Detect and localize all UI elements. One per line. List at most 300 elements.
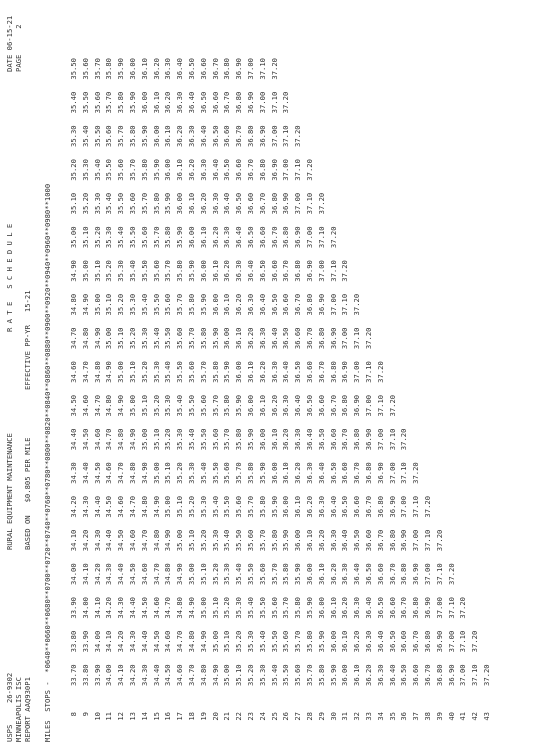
rate-cell: 36.60 (364, 529, 373, 552)
miles-cell: 41 (458, 712, 468, 721)
rate-cell: 35.90 (128, 91, 137, 114)
rate-cell: 36.30 (269, 361, 279, 383)
rate-cell: 36.90 (234, 57, 244, 80)
rate-cell: 34.90 (175, 563, 185, 585)
rate-cell: 37.10 (446, 596, 456, 619)
rate-cell: 35.30 (128, 293, 137, 316)
rate-cells (105, 46, 112, 686)
rate-cell: 36.70 (352, 462, 362, 484)
rate-cell: 35.50 (234, 529, 244, 552)
rate-cell: 34.80 (151, 529, 161, 552)
rate-cell: 36.90 (399, 529, 409, 552)
rate-cell: 36.90 (305, 260, 314, 282)
rate-cell: 36.00 (175, 192, 185, 215)
rate-cell: 35.00 (151, 462, 161, 484)
rate-cell: 35.60 (269, 596, 279, 619)
rate-cell: 34.80 (116, 428, 126, 451)
rate-cell: 36.10 (305, 529, 314, 552)
rate-cell: 35.60 (104, 125, 114, 147)
miles-cell: 28 (305, 712, 314, 721)
rate-cell: 36.50 (305, 394, 314, 417)
header-report-id: REPORT AAQ930P1 (23, 677, 32, 742)
rate-cell: 35.50 (175, 361, 185, 383)
rate-cell: 34.30 (128, 630, 137, 653)
rate-cell: 36.50 (375, 596, 385, 619)
rate-cell: 36.40 (246, 260, 255, 282)
rate-cell: 35.00 (210, 630, 220, 653)
rate-cell: 37.10 (375, 394, 385, 417)
rate-cells (459, 585, 466, 686)
rate-cell: 36.20 (163, 91, 173, 114)
rate-cell: 36.20 (328, 563, 338, 585)
miles-cell: 17 (175, 712, 185, 721)
rate-cell: 36.20 (151, 57, 161, 80)
rate-cell: 36.70 (328, 394, 338, 417)
rate-cell: 36.30 (257, 327, 267, 350)
rate-cell: 36.70 (210, 57, 220, 80)
rate-cell: 36.70 (293, 293, 303, 316)
rate-cell: 35.70 (187, 327, 196, 350)
rate-cell: 36.80 (257, 159, 267, 181)
miles-cell: 20 (210, 712, 220, 721)
rate-cell: 37.20 (411, 462, 421, 484)
rate-cell: 37.10 (305, 192, 314, 215)
rate-cell: 35.30 (234, 596, 244, 619)
rate-cell: 34.70 (163, 596, 173, 619)
rate-cell: 36.40 (281, 361, 291, 383)
rate-cell: 37.00 (387, 462, 397, 484)
rate-cell: 36.60 (222, 125, 232, 147)
rate-cell: 36.20 (340, 596, 350, 619)
rate-cell: 35.90 (293, 563, 303, 585)
rate-cell: 36.40 (175, 57, 185, 80)
rate-cell: 34.70 (187, 664, 196, 686)
rate-cell: 35.90 (246, 428, 255, 451)
rate-cell: 36.00 (257, 428, 267, 451)
rate-cell: 36.20 (210, 226, 220, 249)
rate-cell: 37.00 (340, 327, 350, 350)
rate-cell: 34.90 (187, 596, 196, 619)
rate-cells (400, 417, 407, 687)
rate-cell: 34.10 (116, 664, 126, 686)
rate-cell: 35.80 (210, 361, 220, 383)
rate-cell: 34.70 (116, 462, 126, 484)
rate-cell: 36.30 (281, 394, 291, 417)
rate-cell: 35.30 (151, 361, 161, 383)
rate-cell: 34.70 (175, 630, 185, 653)
rate-cell: 35.20 (187, 495, 196, 518)
rate-cell: 35.70 (139, 192, 149, 215)
rate-cell: 35.10 (198, 563, 208, 585)
miles-cell: 33 (364, 712, 373, 721)
rate-cell: 35.50 (80, 91, 90, 114)
rate-cell: 36.10 (281, 462, 291, 484)
rate-cell: 36.90 (423, 596, 432, 619)
rate-cell: 36.60 (340, 462, 350, 484)
rate-cell: 35.30 (139, 327, 149, 350)
miles-cell: 26 (281, 712, 291, 721)
rate-cell: 35.60 (80, 57, 90, 80)
rate-cell: 37.10 (423, 529, 432, 552)
rate-cell: 36.60 (257, 226, 267, 249)
rate-cell: 35.20 (198, 529, 208, 552)
rate-cell: 34.80 (69, 293, 78, 316)
rate-cell: 36.60 (293, 327, 303, 350)
rate-cell: 34.80 (80, 327, 90, 350)
rate-cell: 36.50 (281, 327, 291, 350)
rate-cell: 34.60 (104, 462, 114, 484)
rate-cells (271, 46, 278, 686)
rate-cell: 33.80 (80, 664, 90, 686)
rate-cell: 35.60 (163, 293, 173, 316)
rate-cell: 34.40 (151, 664, 161, 686)
rate-cell: 34.50 (128, 563, 137, 585)
rate-cell: 34.60 (128, 529, 137, 552)
rate-cell: 36.90 (246, 91, 255, 114)
rate-cell: 35.20 (92, 226, 102, 249)
rate-cell: 34.60 (69, 361, 78, 383)
rate-cell: 35.50 (246, 563, 255, 585)
rate-cell: 34.20 (128, 664, 137, 686)
rate-cell: 36.10 (175, 159, 185, 181)
miles-cell: 36 (399, 712, 409, 721)
rate-cells (412, 450, 419, 686)
rate-cell: 34.40 (92, 495, 102, 518)
rate-cell: 36.40 (198, 125, 208, 147)
rate-cell: 35.00 (80, 260, 90, 282)
rate-cell: 35.50 (210, 462, 220, 484)
miles-cell: 39 (434, 712, 444, 721)
rate-cell: 36.60 (387, 596, 397, 619)
rate-cell: 35.80 (139, 159, 149, 181)
rate-cell: 36.80 (399, 563, 409, 585)
rate-cell: 35.70 (151, 226, 161, 249)
rate-cell: 37.00 (458, 664, 468, 686)
rate-cell: 34.90 (139, 462, 149, 484)
rate-cell: 35.80 (246, 462, 255, 484)
rate-cells (164, 46, 171, 686)
rate-cell: 36.30 (364, 630, 373, 653)
rate-cell: 36.30 (187, 125, 196, 147)
rate-cell: 36.60 (305, 361, 314, 383)
rate-cells (448, 551, 455, 686)
miles-cell: 8 (69, 712, 78, 717)
rate-cell: 35.60 (234, 495, 244, 518)
rate-cell: 36.50 (222, 159, 232, 181)
rate-cell: 37.00 (269, 125, 279, 147)
rate-cells (129, 46, 136, 686)
rate-cell: 36.80 (269, 192, 279, 215)
rate-cell: 35.30 (257, 664, 267, 686)
rate-cell: 36.30 (210, 192, 220, 215)
rate-cell: 36.90 (434, 630, 444, 653)
rate-cell: 34.00 (69, 563, 78, 585)
rate-cell: 34.50 (92, 462, 102, 484)
rate-cell: 36.20 (281, 428, 291, 451)
rate-cell: 36.90 (375, 462, 385, 484)
miles-cell: 19 (198, 712, 208, 721)
rate-cell: 35.70 (305, 664, 314, 686)
rate-cell: 37.20 (470, 630, 480, 653)
rate-cell: 37.20 (340, 260, 350, 282)
rate-cell: 34.90 (104, 361, 114, 383)
rate-cell: 35.50 (187, 394, 196, 417)
rate-cell: 33.90 (69, 596, 78, 619)
rate-cell: 36.80 (316, 327, 326, 350)
rate-cell: 35.20 (234, 630, 244, 653)
miles-cell: 14 (139, 712, 149, 721)
rate-cells (306, 147, 313, 686)
rate-cell: 35.20 (104, 260, 114, 282)
rate-cell: 34.50 (116, 529, 126, 552)
rate-cell: 36.00 (234, 361, 244, 383)
rate-cell: 35.50 (222, 495, 232, 518)
rate-cell: 35.90 (269, 495, 279, 518)
rate-cell: 35.20 (116, 293, 126, 316)
rate-cell: 34.60 (175, 664, 185, 686)
miles-cell: 18 (187, 712, 196, 721)
rate-cell: 34.60 (151, 596, 161, 619)
rate-cell: 36.80 (340, 394, 350, 417)
rate-cell: 35.90 (328, 664, 338, 686)
rate-cell: 35.40 (104, 192, 114, 215)
rate-cell: 35.50 (163, 327, 173, 350)
rate-cell: 35.70 (281, 596, 291, 619)
rate-cell: 36.40 (387, 664, 397, 686)
rate-cell: 36.30 (175, 91, 185, 114)
rate-cell: 35.10 (139, 394, 149, 417)
rate-cell: 36.40 (364, 596, 373, 619)
rate-cell: 35.30 (163, 394, 173, 417)
rate-cell: 34.90 (163, 529, 173, 552)
rate-cell: 36.00 (269, 462, 279, 484)
rate-cell: 36.60 (352, 495, 362, 518)
rate-cell: 34.90 (128, 428, 137, 451)
rate-cell: 36.00 (128, 57, 137, 80)
rate-cell: 35.40 (246, 596, 255, 619)
rate-cell: 35.90 (257, 462, 267, 484)
rate-cell: 34.90 (116, 394, 126, 417)
rate-cell: 35.50 (281, 664, 291, 686)
rate-cell: 35.40 (198, 462, 208, 484)
rate-cell: 35.70 (104, 91, 114, 114)
rate-cell: 35.10 (234, 664, 244, 686)
rate-cell: 34.90 (151, 495, 161, 518)
rate-cell: 33.90 (80, 630, 90, 653)
rate-cell: 37.00 (352, 361, 362, 383)
rate-cell: 36.40 (352, 563, 362, 585)
rate-cell: 37.10 (364, 361, 373, 383)
rate-cell: 36.70 (246, 159, 255, 181)
rate-cell: 35.40 (116, 226, 126, 249)
rate-cell: 34.80 (92, 361, 102, 383)
rate-cell: 37.00 (375, 428, 385, 451)
rate-cell: 36.00 (222, 327, 232, 350)
miles-cell: 40 (446, 712, 456, 721)
rate-cell: 36.70 (269, 226, 279, 249)
rate-cell: 35.80 (198, 327, 208, 350)
rate-cell: 37.20 (482, 664, 491, 686)
rate-cell: 36.80 (246, 125, 255, 147)
rate-cells (176, 46, 183, 686)
rate-cell: 36.20 (175, 125, 185, 147)
miles-cell: 27 (293, 712, 303, 721)
rate-cell: 34.70 (151, 563, 161, 585)
rate-cell: 36.00 (210, 293, 220, 316)
rate-cell: 34.20 (92, 563, 102, 585)
rate-cell: 36.60 (198, 57, 208, 80)
rate-cell: 34.50 (139, 596, 149, 619)
rate-cell: 34.40 (128, 596, 137, 619)
rate-cell: 36.70 (375, 529, 385, 552)
rate-cell: 36.40 (316, 462, 326, 484)
rate-cell: 33.90 (92, 664, 102, 686)
rate-cell: 35.40 (234, 563, 244, 585)
rate-cell: 35.70 (222, 428, 232, 451)
header-rate-basis: BASED ON $0.805 PER MILE (23, 437, 32, 550)
rate-cell: 37.00 (411, 529, 421, 552)
rate-cell: 36.20 (364, 664, 373, 686)
rate-cell: 36.50 (246, 226, 255, 249)
rate-cell: 35.20 (222, 596, 232, 619)
rate-cell: 37.00 (423, 563, 432, 585)
rate-cell: 36.10 (340, 630, 350, 653)
rate-cell: 36.30 (305, 462, 314, 484)
rate-cell: 37.10 (352, 327, 362, 350)
rate-cell: 36.40 (187, 91, 196, 114)
rate-cell: 36.80 (352, 428, 362, 451)
miles-cell: 29 (316, 712, 326, 721)
rate-cells (223, 46, 230, 686)
miles-cell: 32 (352, 712, 362, 721)
rate-cell: 37.10 (293, 159, 303, 181)
rate-cell: 34.80 (104, 394, 114, 417)
rate-cell: 36.10 (139, 57, 149, 80)
effective-period: EFFECTIVE PP-YR 15-21 (23, 290, 32, 390)
rate-cell: 36.20 (316, 529, 326, 552)
rate-cell: 36.70 (257, 192, 267, 215)
rate-cell: 34.80 (175, 596, 185, 619)
rate-cell: 36.30 (234, 260, 244, 282)
rate-cell: 35.50 (151, 293, 161, 316)
rate-cell: 33.80 (69, 630, 78, 653)
rate-cell: 35.60 (92, 91, 102, 114)
rate-cells (282, 80, 289, 686)
rate-cell: 35.90 (305, 596, 314, 619)
rate-cell: 36.60 (375, 563, 385, 585)
rate-cell: 36.20 (246, 327, 255, 350)
rate-cell: 35.00 (222, 664, 232, 686)
rate-cell: 35.00 (139, 428, 149, 451)
rate-cell: 36.10 (210, 260, 220, 282)
rate-cells (212, 46, 219, 686)
rate-cell: 36.30 (328, 529, 338, 552)
rate-cell: 34.80 (187, 630, 196, 653)
rate-cell: 34.20 (116, 630, 126, 653)
rate-cell: 34.20 (80, 529, 90, 552)
rate-cell: 36.90 (281, 192, 291, 215)
miles-cell: 24 (257, 712, 267, 721)
rate-cell: 35.90 (151, 159, 161, 181)
rate-cell: 34.50 (69, 394, 78, 417)
miles-cell: 23 (246, 712, 255, 721)
rate-cell: 37.00 (281, 159, 291, 181)
rate-cell: 36.50 (210, 125, 220, 147)
rate-cell: 36.20 (257, 361, 267, 383)
rate-cell: 35.80 (128, 125, 137, 147)
rate-cell: 35.60 (151, 260, 161, 282)
rate-cell: 35.20 (80, 192, 90, 215)
rate-cell: 36.40 (269, 327, 279, 350)
column-headers: MILES STOPS - *0640**0660**0680**0700**0720**0740**0760**0780**0800**0820**0840**0860**0880**0900**0920**0940**0960**0980**1000 (43, 183, 52, 742)
rate-cell: 35.00 (128, 394, 137, 417)
rate-cell: 34.90 (69, 260, 78, 282)
rate-cell: 36.00 (293, 529, 303, 552)
miles-cell: 21 (222, 712, 232, 721)
rate-cell: 36.30 (375, 664, 385, 686)
rate-cell: 36.60 (281, 293, 291, 316)
rate-cell: 35.70 (198, 361, 208, 383)
rate-cells (436, 518, 443, 686)
rate-cell: 35.30 (246, 630, 255, 653)
rate-cell: 35.80 (293, 596, 303, 619)
rate-cell: 35.10 (163, 462, 173, 484)
rate-cell: 35.70 (92, 57, 102, 80)
rate-cell: 35.90 (116, 57, 126, 80)
rate-cells (424, 484, 431, 686)
rate-cell: 37.10 (257, 57, 267, 80)
rate-cell: 37.10 (281, 125, 291, 147)
rate-cell: 37.10 (340, 293, 350, 316)
rate-cell: 37.00 (257, 91, 267, 114)
rate-cells (377, 349, 384, 686)
rate-cell: 35.80 (316, 664, 326, 686)
rate-cell: 35.80 (116, 91, 126, 114)
rate-cell: 36.20 (305, 495, 314, 518)
rate-cell: 34.50 (104, 495, 114, 518)
rate-cell: 35.20 (246, 664, 255, 686)
rate-cell: 34.90 (198, 630, 208, 653)
rate-cells (471, 619, 478, 686)
rate-cell: 36.60 (399, 630, 409, 653)
rate-cell: 35.70 (175, 293, 185, 316)
rate-cell: 35.10 (69, 192, 78, 215)
rate-cell: 34.30 (92, 529, 102, 552)
rate-cell: 36.70 (340, 428, 350, 451)
rate-cells (389, 383, 396, 686)
rate-cell: 37.00 (246, 57, 255, 80)
rate-cells (188, 46, 195, 686)
rate-cell: 35.20 (139, 361, 149, 383)
rate-cell: 36.20 (293, 462, 303, 484)
rate-cell: 35.60 (222, 462, 232, 484)
rate-cell: 34.50 (80, 428, 90, 451)
rate-cells (365, 315, 372, 686)
rate-cell: 36.50 (352, 529, 362, 552)
rate-cell: 36.10 (198, 226, 208, 249)
miles-cell: 11 (104, 712, 114, 721)
rate-cell: 35.30 (92, 192, 102, 215)
rate-cell: 35.20 (163, 428, 173, 451)
rate-cell: 35.40 (187, 428, 196, 451)
rate-cells (141, 46, 148, 686)
rate-cell: 36.30 (316, 495, 326, 518)
rate-cell: 36.30 (352, 596, 362, 619)
rate-cell: 35.50 (198, 428, 208, 451)
rate-cell: 35.90 (198, 293, 208, 316)
rate-cells (153, 46, 160, 686)
rate-cell: 36.80 (293, 260, 303, 282)
